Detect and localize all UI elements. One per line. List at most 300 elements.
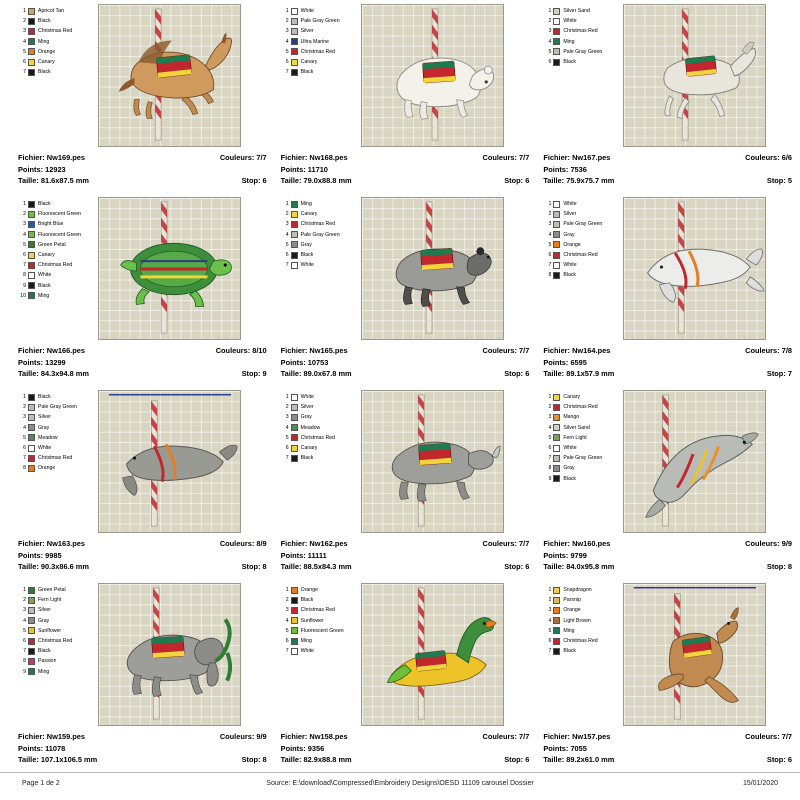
points-label: [18, 357, 66, 369]
color-index: 5: [285, 48, 289, 55]
color-legend-row: [18, 463, 96, 473]
color-name: Ultra Marine: [300, 38, 329, 45]
file-value: Nw169.pes: [46, 153, 85, 162]
file-value: Nw159.pes: [46, 732, 85, 741]
color-legend-row: [281, 605, 359, 615]
color-swatch: [28, 272, 35, 279]
color-name: Black: [300, 251, 314, 258]
color-index: 6: [23, 637, 26, 644]
color-index: 7: [285, 455, 289, 462]
design-thumbnail[interactable]: [361, 583, 504, 726]
points-label: [281, 357, 329, 369]
color-index: 6: [23, 58, 26, 65]
color-index: 1: [548, 8, 552, 14]
color-swatch: [28, 445, 35, 452]
color-name: Canary: [300, 58, 318, 65]
color-name: White: [300, 648, 314, 655]
color-legend-row: [18, 281, 96, 291]
size-value: 90.3x86.6 mm: [40, 562, 89, 571]
color-name: Fern Light: [563, 434, 587, 441]
color-swatch: [291, 211, 298, 218]
points-label: [281, 164, 328, 176]
size-label-text: Taille:: [543, 755, 565, 764]
file-label-text: Fichier:: [280, 732, 308, 741]
color-name: Pale Gray Green: [563, 48, 603, 55]
color-name: Black: [38, 201, 51, 207]
color-index: 1: [285, 201, 289, 207]
color-swatch: [28, 648, 35, 655]
color-swatch: [553, 617, 560, 624]
color-name: Ming: [300, 201, 312, 207]
color-swatch: [28, 69, 35, 76]
color-index: 7: [23, 69, 26, 76]
color-legend: [543, 390, 621, 484]
points-label-text: Points:: [543, 164, 569, 174]
points-label-text: Points:: [18, 550, 44, 560]
file-label: [543, 345, 610, 357]
design-thumbnail[interactable]: [98, 4, 241, 147]
footer-page-number: Page 1 de 2: [22, 780, 60, 787]
colors-label-text: Couleurs:: [745, 732, 780, 741]
color-swatch: [28, 221, 35, 228]
color-legend-row: [281, 433, 359, 443]
color-swatch: [553, 587, 560, 594]
color-index: 5: [23, 434, 26, 441]
color-index: 2: [548, 211, 552, 218]
color-index: 7: [285, 69, 289, 76]
color-name: White: [563, 18, 577, 25]
color-swatch: [28, 455, 35, 462]
stop-value: 6: [525, 755, 530, 764]
file-label-text: Fichier:: [543, 153, 571, 162]
points-label: [18, 164, 66, 176]
color-name: Pale Gray Green: [563, 455, 603, 462]
color-swatch: [28, 627, 35, 634]
design-artwork: [362, 5, 503, 146]
stop-label: [504, 175, 529, 187]
color-swatch: [291, 18, 298, 25]
color-swatch: [28, 465, 35, 472]
design-thumbnail[interactable]: [361, 197, 504, 340]
colors-label-text: Couleurs:: [482, 346, 517, 355]
design-thumbnail[interactable]: [623, 583, 766, 726]
stop-value: 6: [525, 176, 530, 185]
design-thumbnail[interactable]: [361, 4, 504, 147]
color-swatch: [553, 18, 560, 25]
color-swatch: [553, 48, 560, 55]
points-label: [543, 550, 587, 562]
color-swatch: [553, 201, 560, 208]
size-label: [281, 368, 352, 380]
points-label-text: Points:: [280, 743, 306, 753]
design-info: [533, 538, 792, 574]
color-name: Green Petal: [38, 241, 66, 248]
color-name: White: [300, 394, 314, 400]
color-swatch: [291, 638, 298, 645]
color-legend-row: [281, 240, 359, 250]
color-name: Pale Gray Green: [300, 231, 340, 238]
colors-label: [220, 731, 267, 743]
points-value: 6595: [570, 357, 587, 367]
color-name: Christmas Red: [300, 607, 335, 614]
size-value: 89.1x57.9 mm: [566, 369, 615, 378]
color-name: Black: [38, 282, 51, 289]
color-index: 1: [23, 8, 26, 14]
points-label-text: Points:: [543, 743, 569, 753]
color-legend-row: [281, 230, 359, 240]
color-legend-row: [281, 16, 359, 26]
color-index: 6: [23, 251, 26, 258]
stop-label: [242, 754, 267, 766]
color-legend-row: [18, 605, 96, 615]
colors-label-text: Couleurs:: [219, 732, 255, 741]
stop-label: [504, 561, 529, 573]
color-name: Bright Blue: [38, 221, 64, 228]
color-swatch: [291, 648, 298, 655]
color-swatch: [28, 38, 35, 45]
color-swatch: [291, 8, 298, 15]
color-swatch: [553, 8, 560, 15]
stop-label-text: Stop:: [504, 562, 524, 571]
file-label: [543, 538, 610, 550]
design-cell: [533, 583, 792, 776]
color-index: 8: [23, 272, 26, 279]
size-label: [543, 754, 614, 766]
color-swatch: [28, 587, 35, 594]
color-name: Fluorescent Green: [300, 627, 344, 634]
size-label: [543, 561, 614, 573]
color-index: 4: [23, 617, 26, 624]
size-label: [18, 175, 89, 187]
size-value: 81.6x87.5 mm: [40, 176, 89, 185]
color-legend-row: [543, 26, 621, 36]
stop-label-text: Stop:: [241, 369, 261, 378]
color-swatch: [553, 465, 560, 472]
design-artwork: [362, 391, 503, 532]
color-swatch: [291, 587, 298, 594]
color-name: Mango: [563, 414, 580, 421]
color-swatch: [553, 241, 560, 248]
color-swatch: [553, 211, 560, 218]
colors-label: [745, 538, 792, 550]
design-cell: [8, 390, 267, 583]
color-index: 7: [548, 455, 552, 462]
color-name: Gray: [38, 424, 50, 431]
color-swatch: [553, 394, 560, 401]
color-legend-row: [18, 37, 96, 47]
color-swatch: [291, 445, 298, 452]
points-value: 12923: [45, 164, 66, 174]
file-value: Nw164.pes: [572, 346, 611, 355]
design-artwork: [624, 198, 765, 339]
design-artwork: [99, 584, 240, 725]
color-name: Sunflower: [38, 627, 62, 634]
color-swatch: [28, 282, 35, 289]
color-swatch: [291, 69, 298, 76]
design-thumbnail[interactable]: [623, 4, 766, 147]
color-index: 1: [548, 587, 552, 593]
color-name: Meadow: [38, 434, 58, 441]
points-label: [18, 550, 62, 562]
color-index: 7: [285, 262, 289, 269]
color-index: 8: [23, 465, 26, 472]
color-legend-row: [281, 392, 359, 402]
color-name: Parsnip: [563, 597, 581, 604]
color-swatch: [553, 455, 560, 462]
stop-value: 8: [262, 562, 267, 571]
color-index: 3: [23, 221, 26, 228]
color-index: 5: [548, 627, 552, 634]
color-legend-row: [281, 453, 359, 463]
color-legend-row: [281, 585, 359, 595]
points-value: 9985: [45, 550, 62, 560]
design-cell: [271, 4, 530, 197]
color-legend-row: [18, 646, 96, 656]
color-index: 5: [548, 241, 552, 248]
color-legend-row: [18, 412, 96, 422]
design-artwork: [362, 198, 503, 339]
color-name: Black: [563, 272, 577, 279]
footer-date: 15/01/2020: [742, 780, 778, 787]
color-swatch: [553, 638, 560, 645]
color-swatch: [28, 292, 35, 299]
color-legend-row: [18, 291, 96, 301]
file-value: Nw168.pes: [309, 153, 348, 162]
design-preview-row: [533, 197, 792, 342]
file-value: Nw163.pes: [46, 539, 85, 548]
size-label-text: Taille:: [543, 176, 565, 185]
design-artwork: [99, 198, 240, 339]
color-swatch: [553, 28, 560, 35]
color-index: 1: [23, 587, 26, 593]
color-name: Ming: [38, 668, 50, 675]
color-swatch: [291, 48, 298, 55]
color-index: 3: [548, 221, 552, 228]
color-swatch: [291, 455, 298, 462]
color-legend: [281, 4, 359, 77]
design-artwork: [624, 5, 765, 146]
colors-label: [482, 345, 529, 357]
color-name: Fluorescent Green: [38, 231, 81, 238]
points-label-text: Points:: [18, 164, 44, 174]
color-name: Black: [563, 475, 577, 482]
color-name: Orange: [563, 607, 581, 614]
stop-label: [767, 754, 792, 766]
color-name: Pale Gray Green: [563, 221, 603, 228]
points-value: 11078: [45, 743, 66, 753]
color-legend: [281, 583, 359, 656]
color-index: 7: [285, 648, 289, 655]
color-name: Gray: [38, 617, 50, 624]
color-name: Fluorescent Green: [38, 211, 81, 218]
design-info: [533, 345, 792, 381]
color-swatch: [553, 475, 560, 482]
design-preview-row: [533, 390, 792, 535]
colors-value: 8/9: [256, 539, 267, 548]
file-label-text: Fichier:: [18, 732, 45, 741]
color-legend-row: [18, 595, 96, 605]
color-name: Orange: [38, 465, 56, 472]
color-index: 10: [20, 292, 26, 299]
color-index: 5: [23, 241, 26, 248]
file-value: Nw167.pes: [572, 153, 611, 162]
size-label-text: Taille:: [18, 369, 39, 378]
color-index: 1: [285, 394, 289, 400]
color-swatch: [291, 252, 298, 259]
color-legend-row: [281, 626, 359, 636]
color-legend-row: [18, 260, 96, 270]
color-swatch: [291, 28, 298, 35]
color-legend-row: [543, 47, 621, 57]
color-name: White: [38, 272, 52, 279]
file-label-text: Fichier:: [18, 346, 45, 355]
color-swatch: [553, 424, 560, 431]
color-name: White: [563, 201, 577, 207]
size-label-text: Taille:: [543, 369, 565, 378]
file-label: [543, 152, 610, 164]
size-value: 107.1x106.5 mm: [40, 755, 98, 764]
design-thumbnail[interactable]: [98, 583, 241, 726]
colors-label: [745, 731, 792, 743]
size-value: 84.3x94.8 mm: [40, 369, 89, 378]
color-name: Black: [38, 394, 51, 400]
design-thumbnail[interactable]: [623, 197, 766, 340]
color-swatch: [553, 231, 560, 238]
size-label-text: Taille:: [280, 755, 302, 764]
points-value: 11710: [307, 164, 328, 174]
color-swatch: [28, 658, 35, 665]
footer-source-path: Source: E:\download\Compressed\Embroidery Designs\OESD 11109 carousel Dossier: [266, 780, 534, 787]
color-name: Christmas Red: [563, 637, 598, 644]
file-label-text: Fichier:: [543, 732, 571, 741]
color-legend-row: [18, 26, 96, 36]
color-swatch: [291, 201, 298, 208]
design-info: [271, 345, 530, 381]
size-value: 88.5x84.3 mm: [303, 562, 352, 571]
points-label-text: Points:: [280, 357, 306, 367]
color-index: 6: [548, 58, 552, 65]
color-swatch: [291, 38, 298, 45]
size-label-text: Taille:: [18, 562, 39, 571]
stop-value: 6: [525, 562, 530, 571]
color-legend-row: [543, 57, 621, 67]
color-legend-row: [543, 6, 621, 16]
design-info: [533, 152, 792, 188]
color-name: Christmas Red: [38, 455, 73, 462]
color-name: Black: [38, 648, 51, 655]
design-thumbnail[interactable]: [361, 390, 504, 533]
color-swatch: [291, 231, 298, 238]
color-legend: [18, 583, 96, 677]
size-value: 75.9x75.7 mm: [566, 176, 615, 185]
colors-value: 7/7: [519, 153, 530, 162]
file-value: Nw162.pes: [309, 539, 348, 548]
color-legend-row: [281, 6, 359, 16]
color-legend-row: [281, 260, 359, 270]
stop-label: [767, 368, 792, 380]
color-legend-row: [18, 16, 96, 26]
page-footer: [0, 772, 800, 794]
file-label-text: Fichier:: [543, 539, 571, 548]
color-name: Silver: [563, 211, 577, 218]
color-legend-row: [543, 463, 621, 473]
file-value: Nw160.pes: [572, 539, 611, 548]
color-index: 2: [23, 211, 26, 218]
color-index: 4: [548, 231, 552, 238]
color-name: Canary: [300, 211, 318, 218]
design-cell: [533, 197, 792, 390]
color-name: White: [300, 262, 314, 269]
color-legend-row: [281, 37, 359, 47]
color-name: Sunflower: [300, 617, 324, 624]
color-legend: [18, 390, 96, 474]
color-legend-row: [18, 392, 96, 402]
color-name: Christmas Red: [38, 637, 73, 644]
file-value: Nw157.pes: [572, 732, 611, 741]
color-swatch: [28, 8, 35, 15]
color-index: 6: [548, 251, 552, 258]
color-swatch: [28, 394, 35, 401]
design-thumbnail[interactable]: [623, 390, 766, 533]
file-value: Nw166.pes: [46, 346, 85, 355]
color-swatch: [28, 28, 35, 35]
color-index: 4: [285, 231, 289, 238]
colors-label-text: Couleurs:: [219, 153, 255, 162]
color-swatch: [553, 445, 560, 452]
color-index: 5: [23, 627, 26, 634]
color-swatch: [291, 221, 298, 228]
design-thumbnail[interactable]: [98, 197, 241, 340]
stop-label: [504, 368, 529, 380]
color-index: 5: [548, 434, 552, 441]
size-label: [281, 754, 352, 766]
color-legend-row: [543, 230, 621, 240]
color-name: Christmas Red: [38, 28, 73, 35]
color-index: 3: [548, 28, 552, 35]
color-index: 5: [285, 434, 289, 441]
color-legend-row: [18, 433, 96, 443]
design-info: [8, 731, 267, 767]
color-index: 3: [23, 607, 26, 614]
design-preview-row: [533, 583, 792, 728]
file-label: [281, 538, 348, 550]
color-legend-row: [18, 250, 96, 260]
colors-label-text: Couleurs:: [745, 153, 780, 162]
stop-label-text: Stop:: [504, 369, 524, 378]
color-legend-row: [281, 219, 359, 229]
size-label-text: Taille:: [543, 562, 565, 571]
color-index: 9: [548, 475, 552, 482]
file-value: Nw165.pes: [309, 346, 348, 355]
color-swatch: [28, 201, 35, 208]
color-legend: [543, 4, 621, 67]
color-index: 6: [285, 251, 289, 258]
color-legend: [543, 197, 621, 281]
color-index: 2: [548, 597, 552, 604]
size-label: [18, 368, 89, 380]
stop-label: [242, 175, 267, 187]
color-legend-row: [18, 453, 96, 463]
stop-label: [767, 561, 792, 573]
color-legend: [281, 197, 359, 270]
colors-value: 8/10: [252, 346, 267, 355]
color-name: Christmas Red: [563, 404, 598, 411]
color-index: 8: [548, 465, 552, 472]
color-name: Gray: [563, 465, 575, 472]
file-label: [281, 345, 348, 357]
design-thumbnail[interactable]: [98, 390, 241, 533]
color-index: 4: [23, 424, 26, 431]
